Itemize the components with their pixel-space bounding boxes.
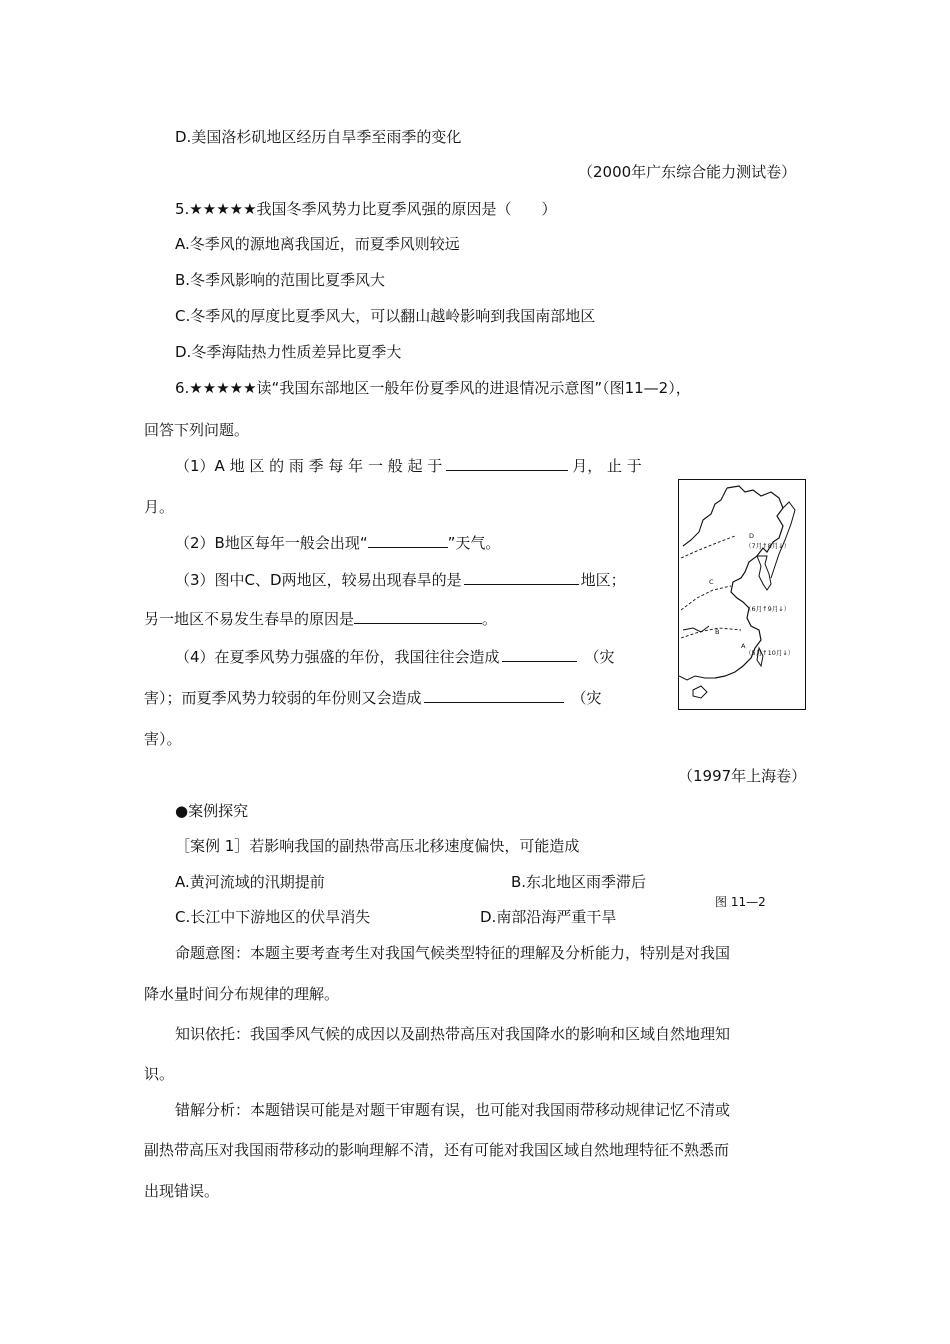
- error-line-3: 出现错误。: [144, 1182, 220, 1200]
- q6-part4-line2: [144, 688, 602, 708]
- q5-option-d: D.冬季海陆热力性质差异比夏季大: [175, 343, 402, 361]
- case-stem: ［案例 1］若影响我国的副热带高压北移速度偏快，可能造成: [175, 837, 580, 855]
- q6-part4-line1: [175, 647, 615, 667]
- map-korea: [757, 556, 771, 590]
- map-south-coast: [679, 676, 715, 680]
- map-advance-line-2: [681, 586, 731, 610]
- q6-p1-text-a: （1）A 地 区 的 雨 季 每 年 一 般 起 于: [175, 457, 443, 475]
- case-option-c: C.长江中下游地区的伏旱消失: [175, 908, 371, 926]
- case-option-a: A.黄河流域的汛期提前: [175, 873, 325, 891]
- source-2000: （2000年广东综合能力测试卷）: [578, 163, 797, 181]
- map-advance-line-3: [681, 628, 741, 638]
- q6-p3-text-d: 。: [482, 610, 498, 628]
- q5-stem: 5.★★★★★我国冬季风势力比夏季风强的原因是（ ）: [175, 200, 557, 218]
- q6-p3-text-b: 地区；: [580, 571, 626, 589]
- option-d-prev: D.美国洛杉矶地区经历自旱季至雨季的变化: [175, 128, 462, 146]
- monsoon-map-figure: [678, 479, 806, 710]
- answer-blank-6[interactable]: [424, 688, 564, 703]
- q6-p2-text-b: ”天气。: [447, 534, 501, 552]
- map-label-d-dates: （7月↑8月↓）: [745, 542, 791, 550]
- source-1997: （1997年上海卷）: [678, 767, 807, 785]
- q6-p3-text-c: 另一地区不易发生春旱的原因是: [144, 610, 355, 628]
- q6-p4-text-c: 害）；而夏季风势力较弱的年份则又会造成: [144, 689, 422, 707]
- monsoon-map-svg: [679, 480, 804, 708]
- basis-line-1: 知识依托：我国季风气候的成因以及副热带高压对我国降水的影响和区域自然地理知: [175, 1025, 731, 1043]
- map-label-d: D: [749, 532, 755, 540]
- map-label-a: A: [741, 642, 746, 650]
- answer-blank-5[interactable]: [502, 647, 577, 662]
- intent-line-2: 降水量时间分布规律的理解。: [144, 985, 340, 1003]
- q6-part3-line2: [144, 609, 497, 629]
- case-heading: ●案例探究: [175, 802, 249, 820]
- q6-p4-text-d: （灾: [571, 689, 602, 707]
- error-line-2: 副热带高压对我国雨带移动的影响理解不清，还有可能对我国区域自然地理特征不熟悉而: [144, 1141, 730, 1159]
- q6-p4-text-a: （4）在夏季风势力强盛的年份，我国往往会造成: [175, 648, 500, 666]
- q6-part1-line1: [175, 456, 642, 476]
- q6-p1-text-c: 月。: [144, 498, 175, 516]
- answer-blank-4[interactable]: [354, 609, 482, 624]
- answer-blank-3[interactable]: [464, 570, 579, 585]
- q5-option-b: B.冬季风影响的范围比夏季风大: [175, 271, 386, 289]
- q6-p4-text-b: （灾: [584, 648, 615, 666]
- q6-p3-text-a: （3）图中C、D两地区，较易出现春旱的是: [175, 571, 462, 589]
- q5-option-a: A.冬季风的源地离我国近，而夏季风则较远: [175, 235, 460, 253]
- map-label-c: C: [709, 578, 714, 586]
- map-japan: [771, 502, 795, 578]
- case-option-d: D.南部沿海严重干旱: [480, 908, 617, 926]
- map-hainan: [693, 686, 707, 698]
- figure-caption: 图 11—2: [715, 895, 766, 909]
- q6-stem-2: 回答下列问题。: [144, 421, 250, 439]
- basis-line-2: 识。: [144, 1065, 175, 1083]
- map-west-border: [683, 488, 727, 546]
- intent-line-1: 命题意图：本题主要考查考生对我国气候类型特征的理解及分析能力，特别是对我国: [175, 944, 731, 962]
- case-option-b: B.东北地区雨季滞后: [511, 873, 647, 891]
- error-line-1: 错解分析：本题错误可能是对题干审题有误，也可能对我国雨带移动规律记忆不清或: [175, 1101, 731, 1119]
- q5-option-c: C.冬季风的厚度比夏季风大，可以翻山越岭影响到我国南部地区: [175, 307, 596, 325]
- q6-p4-text-e: 害）。: [144, 730, 182, 748]
- q6-stem-1: 6.★★★★★读“我国东部地区一般年份夏季风的进退情况示意图”（图11—2），: [175, 379, 691, 397]
- q6-p1-text-b: 月， 止 于: [572, 457, 642, 475]
- answer-blank-2[interactable]: [368, 533, 448, 548]
- map-label-s-dates: （5月↑10月↓）: [745, 649, 795, 657]
- q6-part2: [175, 533, 500, 553]
- map-label-b: B: [715, 628, 720, 636]
- map-advance-line-1: [681, 536, 735, 558]
- answer-blank-1[interactable]: [446, 456, 568, 471]
- q6-part3-line1: [175, 570, 626, 590]
- map-label-mid-dates: （6月↑9月↓）: [745, 605, 791, 613]
- q6-p2-text-a: （2）B地区每年一般会出现“: [175, 534, 368, 552]
